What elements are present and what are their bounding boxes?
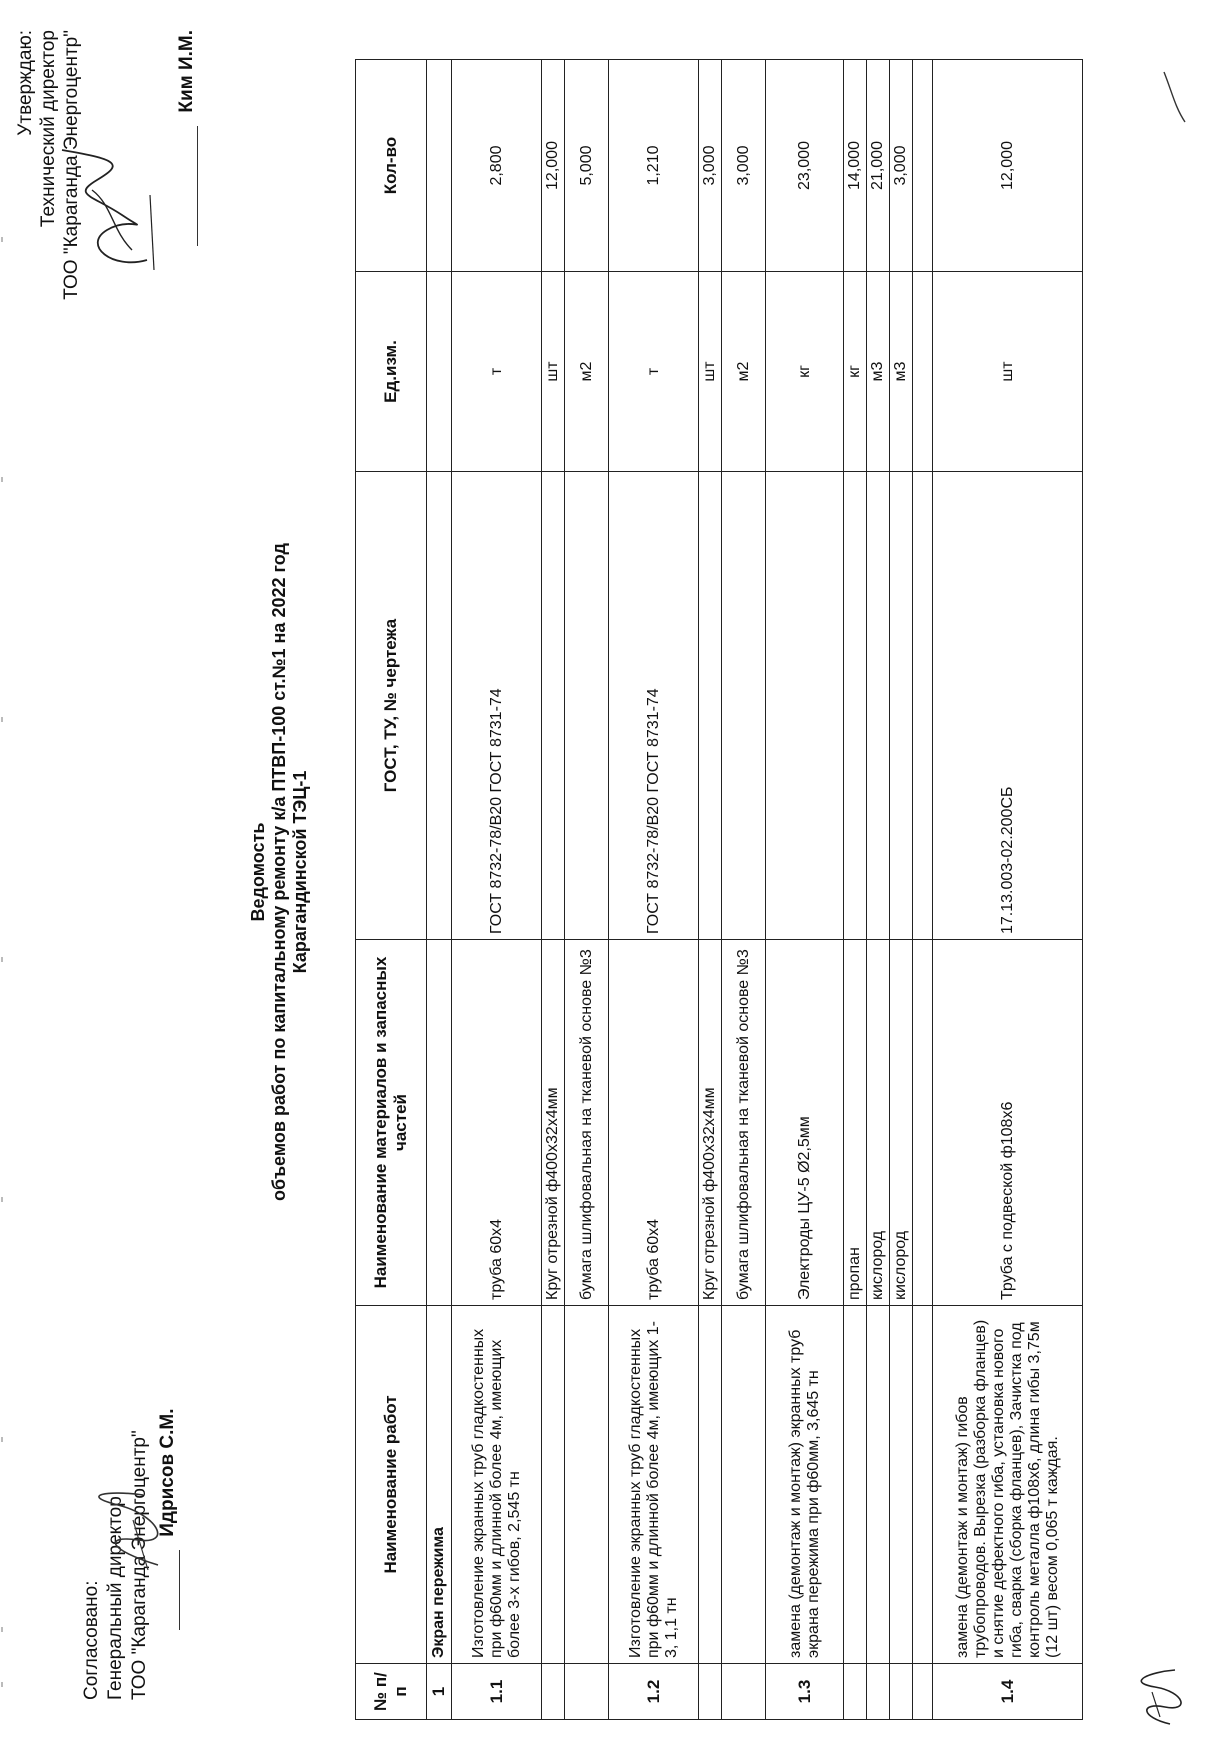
row-gost: [542, 472, 565, 940]
row-unit: шт: [933, 272, 1083, 472]
row-material: труба 60х4: [609, 940, 699, 1306]
row-material: бумага шлифовальная на тканевой основе №3: [722, 940, 766, 1306]
row-work: [722, 1306, 766, 1664]
header-work: Наименование работ: [356, 1306, 427, 1664]
row-qty: 1,210: [609, 60, 699, 272]
works-table-wrapper: [355, 60, 1083, 1720]
row-gost: [844, 472, 867, 940]
row-unit: м3: [867, 272, 890, 472]
header-material: Наименование материалов и запасных частей: [356, 940, 427, 1306]
table-header-row: [356, 60, 427, 1720]
row-qty: 2,800: [452, 60, 542, 272]
agreed-position: Генеральный директор: [105, 1496, 126, 1700]
table-row: [913, 60, 933, 1720]
table-row: [542, 60, 565, 1720]
row-material: кислород: [890, 940, 913, 1306]
row-work: замена (демонтаж и монтаж) гибов трубопроводов. Вырезка (разборка фланцев) и снятие дефектного гиба, установка нового гиба, сварка (сборка фланцев), Зачистка под контроль металла ф108х6, длина гибы 3,75м (12 шт) весом 0,065 т каждая.: [933, 1306, 1083, 1664]
row-unit: т: [609, 272, 699, 472]
row-material: [913, 940, 933, 1306]
row-qty: 21,000: [867, 60, 890, 272]
empty-cell: [427, 60, 452, 272]
row-material: труба 60х4: [452, 940, 542, 1306]
row-work: [565, 1306, 609, 1664]
row-qty: [913, 60, 933, 272]
row-material: бумага шлифовальная на тканевой основе №3: [565, 940, 609, 1306]
header-num: № п/п: [356, 1664, 427, 1720]
works-table: [355, 59, 1083, 1720]
row-qty: 12,000: [933, 60, 1083, 272]
section-num: 1: [427, 1664, 452, 1720]
row-gost: 17.13.003-02.200СБ: [933, 472, 1083, 940]
row-work: [844, 1306, 867, 1664]
header-qty: Кол-во: [356, 60, 427, 272]
table-row: [565, 60, 609, 1720]
row-qty: 12,000: [542, 60, 565, 272]
row-material: кислород: [867, 940, 890, 1306]
row-gost: [766, 472, 844, 940]
table-row: [933, 60, 1083, 1720]
document-title: [248, 472, 311, 1272]
row-qty: 3,000: [699, 60, 722, 272]
signature-line: [197, 126, 198, 246]
row-num: [913, 1664, 933, 1720]
row-num: 1.3: [766, 1664, 844, 1720]
row-gost: [722, 472, 766, 940]
row-qty: 3,000: [722, 60, 766, 272]
table-row: [867, 60, 890, 1720]
table-row: [844, 60, 867, 1720]
table-row: [452, 60, 542, 1720]
approved-block: [14, 30, 198, 390]
table-row: [890, 60, 913, 1720]
row-gost: ГОСТ 8732-78/В20 ГОСТ 8731-74: [609, 472, 699, 940]
row-num: [699, 1664, 722, 1720]
initials-mark: [1130, 1662, 1190, 1732]
row-material: пропан: [844, 940, 867, 1306]
row-num: [722, 1664, 766, 1720]
row-qty: 14,000: [844, 60, 867, 272]
row-unit: шт: [699, 272, 722, 472]
row-material: Круг отрезной ф400х32х4мм: [699, 940, 722, 1306]
row-num: 1.4: [933, 1664, 1083, 1720]
approved-signature-row: [175, 30, 198, 390]
row-unit: кг: [766, 272, 844, 472]
row-work: [542, 1306, 565, 1664]
empty-cell: [427, 940, 452, 1306]
row-gost: [699, 472, 722, 940]
row-gost: [565, 472, 609, 940]
row-num: [542, 1664, 565, 1720]
empty-cell: [427, 472, 452, 940]
row-num: [890, 1664, 913, 1720]
row-num: [867, 1664, 890, 1720]
row-num: [565, 1664, 609, 1720]
table-row: [766, 60, 844, 1720]
agreed-name: Идрисов С.М.: [157, 1408, 178, 1537]
row-work: [699, 1306, 722, 1664]
title-line-2: объемов работ по капитальному ремонту к/а ПТВП-100 ст.№1 на 2022 год: [269, 543, 289, 1201]
table-row: [699, 60, 722, 1720]
table-row: [722, 60, 766, 1720]
row-qty: 3,000: [890, 60, 913, 272]
empty-cell: [427, 272, 452, 472]
row-qty: 5,000: [565, 60, 609, 272]
row-work: [867, 1306, 890, 1664]
row-gost: [890, 472, 913, 940]
approved-name: Ким И.М.: [176, 30, 197, 113]
row-num: 1.2: [609, 1664, 699, 1720]
row-num: 1.1: [452, 1664, 542, 1720]
row-unit: шт: [542, 272, 565, 472]
signature-line: [179, 1550, 180, 1630]
table-row: [609, 60, 699, 1720]
row-unit: кг: [844, 272, 867, 472]
row-work: [913, 1306, 933, 1664]
row-unit: м2: [565, 272, 609, 472]
approved-position: Технический директор: [38, 30, 59, 228]
approved-org: ТОО "Караганда Энергоцентр": [61, 30, 82, 300]
agreed-block: [80, 1370, 180, 1700]
row-unit: т: [452, 272, 542, 472]
agreed-label: Согласовано:: [81, 1580, 102, 1700]
row-material: Труба с подвеской ф108х6: [933, 940, 1083, 1306]
approved-label: Утверждаю:: [15, 30, 36, 136]
row-gost: [867, 472, 890, 940]
row-gost: ГОСТ 8732-78/В20 ГОСТ 8731-74: [452, 472, 542, 940]
row-material: Круг отрезной ф400х32х4мм: [542, 940, 565, 1306]
row-unit: м3: [890, 272, 913, 472]
row-gost: [913, 472, 933, 940]
row-unit: [913, 272, 933, 472]
title-line-3: Карагандинской ТЭЦ-1: [290, 770, 310, 974]
row-work: Изготовление экранных труб гладкостенных при ф60мм и длинной более 4м, имеющих более 3-х гибов, 2,545 тн: [452, 1306, 542, 1664]
agreed-signature-row: [156, 1370, 180, 1700]
section-row: [427, 60, 452, 1720]
row-material: Электроды ЦУ-5 Ø2,5мм: [766, 940, 844, 1306]
agreed-org: ТОО "Караганда Энергоцентр": [129, 1430, 150, 1700]
row-qty: 23,000: [766, 60, 844, 272]
row-work: [890, 1306, 913, 1664]
title-line-1: Ведомость: [248, 822, 268, 922]
row-unit: м2: [722, 272, 766, 472]
row-num: [844, 1664, 867, 1720]
section-name: Экран пережима: [427, 1306, 452, 1664]
header-gost: ГОСТ, ТУ, № чертежа: [356, 472, 427, 940]
scan-marks: [0, 0, 6, 1742]
row-work: замена (демонтаж и монтаж) экранных труб экрана пережима при ф60мм, 3,645 тн: [766, 1306, 844, 1664]
row-work: Изготовление экранных труб гладкостенных при ф60мм и длинной более 4м, имеющих 1-3, 1,1 тн: [609, 1306, 699, 1664]
pen-mark: [1160, 67, 1190, 127]
header-unit: Ед.изм.: [356, 272, 427, 472]
